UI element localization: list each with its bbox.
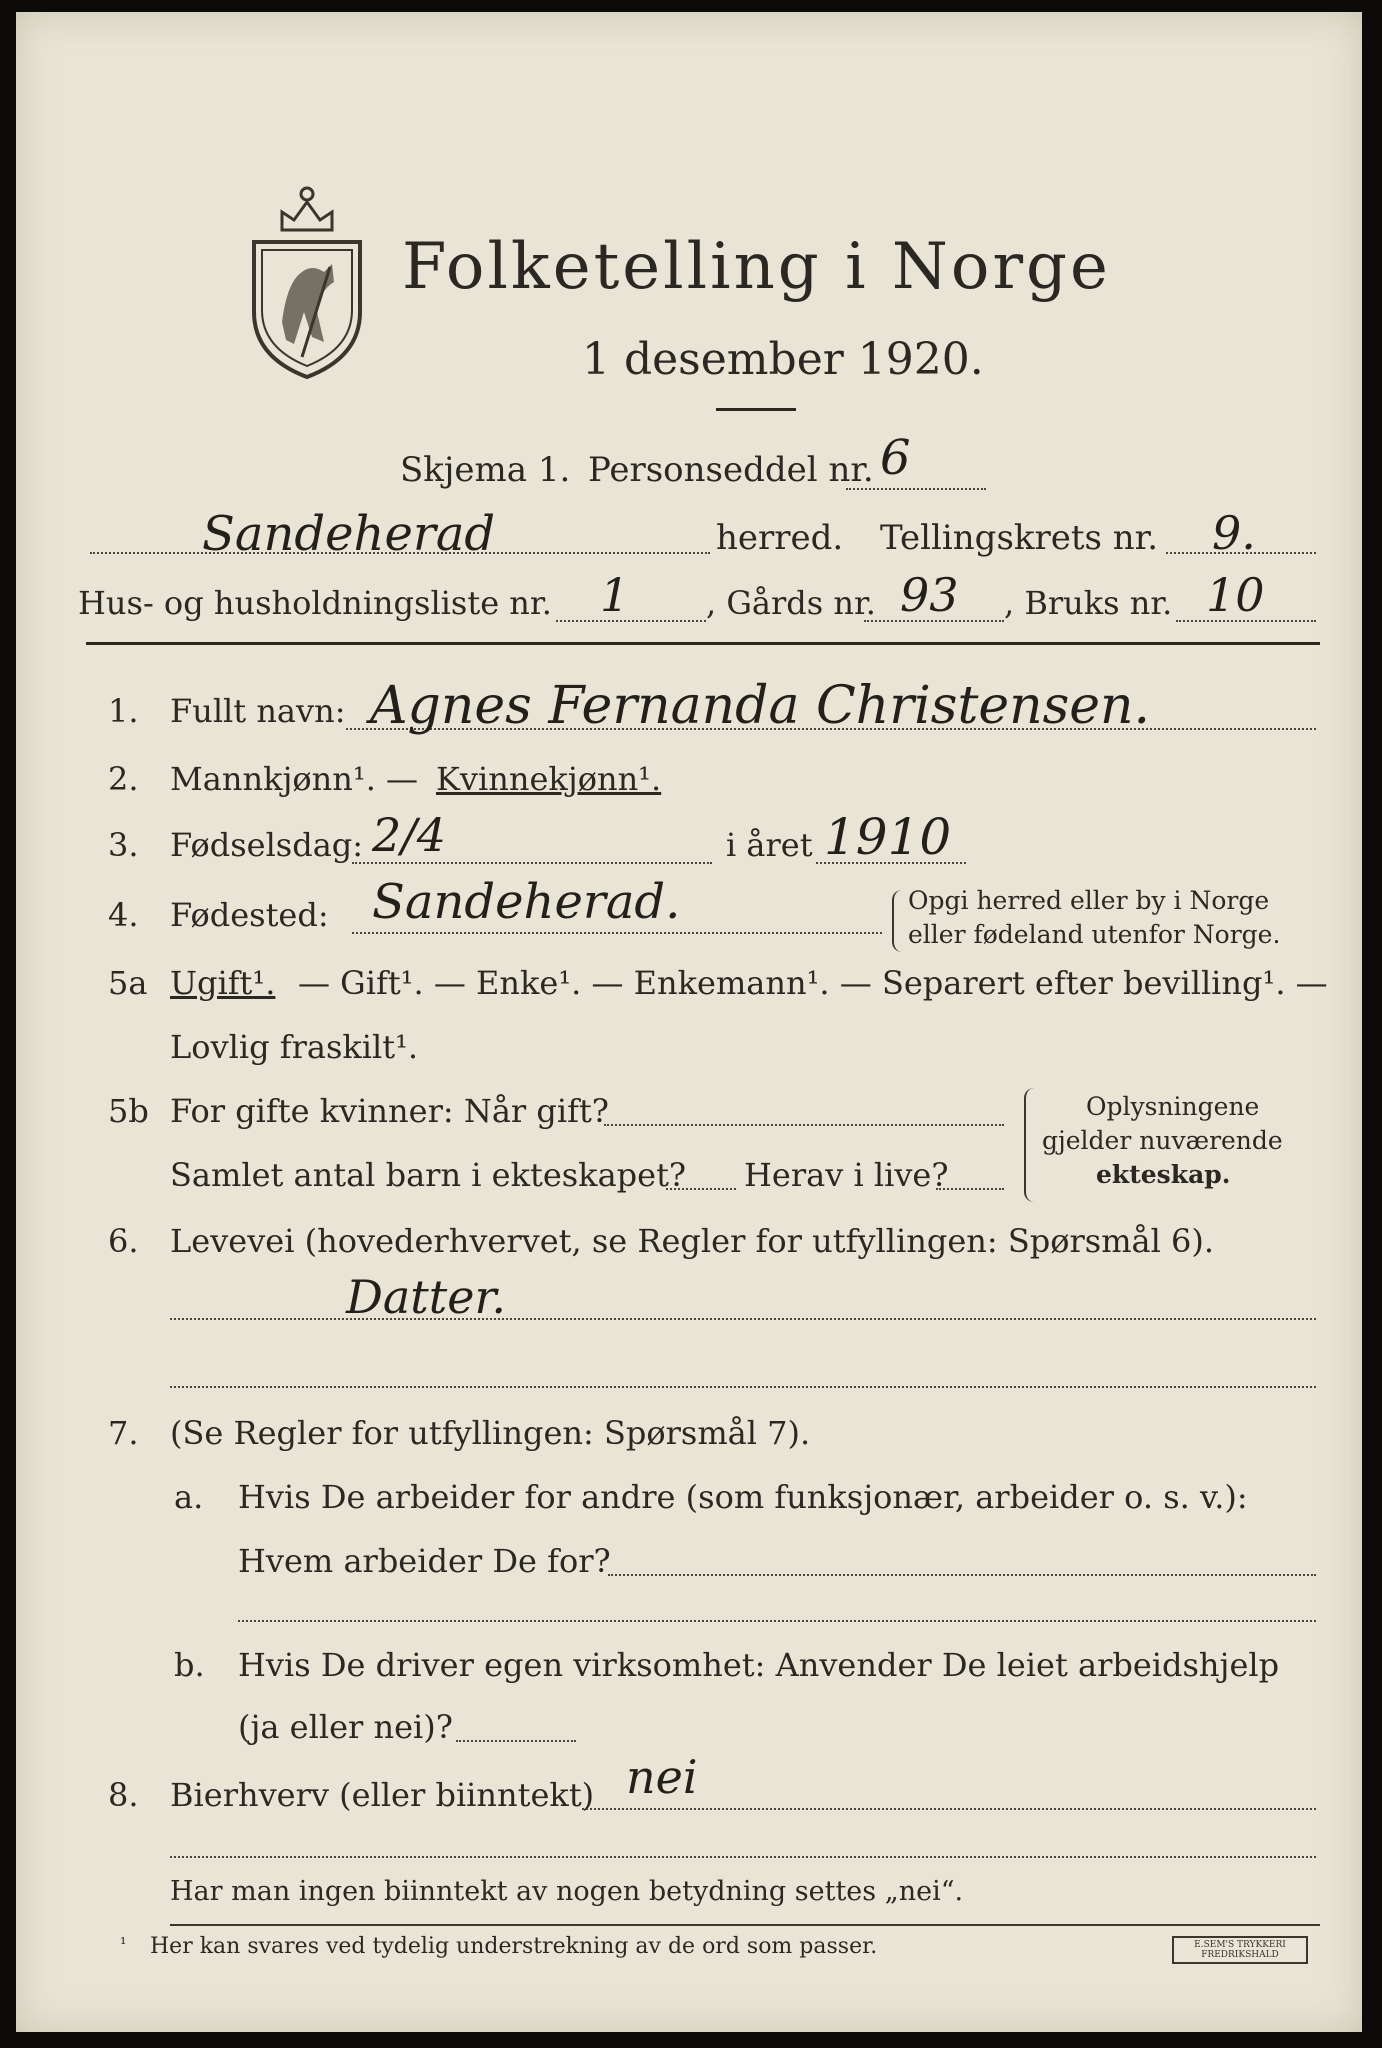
q3-number: 3. xyxy=(108,826,139,864)
q5a-number: 5a xyxy=(108,964,148,1002)
q4-note-line2: eller fødeland utenfor Norge. xyxy=(908,920,1281,949)
q5b-note-line2: gjelder nuværende xyxy=(1042,1126,1283,1155)
q7-number: 7. xyxy=(108,1414,139,1452)
personseddel-label: Personseddel nr. xyxy=(588,450,874,490)
q8-value: nei xyxy=(626,1750,698,1804)
q2-kvinne: Kvinnekjønn¹. xyxy=(436,760,662,798)
skjema-label: Skjema 1. xyxy=(400,450,571,490)
q5b-note-line3: ekteskap. xyxy=(1096,1160,1231,1189)
q3-year-value: 1910 xyxy=(824,808,952,866)
q1-value: Agnes Fernanda Christensen. xyxy=(370,676,1151,736)
q7a-line2: Hvem arbeider De for? xyxy=(238,1542,611,1580)
q7b-line1: Hvis De driver egen virksomhet: Anvender De leiet arbeidshjelp xyxy=(238,1646,1280,1684)
q8-extra-line xyxy=(170,1856,1316,1858)
q1-number: 1. xyxy=(108,692,139,730)
gards-label: , Gårds nr. xyxy=(706,584,876,622)
q5b-line2a: Samlet antal barn i ekteskapet? xyxy=(170,1156,687,1194)
q7a-extra-line xyxy=(238,1620,1316,1622)
q4-note-line1: Opgi herred eller by i Norge xyxy=(908,886,1270,915)
hus-label: Hus- og husholdningsliste nr. xyxy=(78,584,552,622)
bruks-value: 10 xyxy=(1206,568,1265,622)
tellingskrets-value: 9. xyxy=(1212,506,1256,560)
hus-value: 1 xyxy=(600,568,630,622)
q5b-brace xyxy=(1024,1088,1036,1202)
printer-stamp: E.SEM'S TRYKKERI FREDRIKSHALD xyxy=(1172,1936,1308,1964)
title-divider xyxy=(716,408,796,411)
q4-label: Fødested: xyxy=(170,896,329,934)
q3-year-label: i året xyxy=(726,826,813,864)
hus-line xyxy=(556,620,706,622)
q5a-line2: Lovlig fraskilt¹. xyxy=(170,1028,419,1066)
q4-value: Sandeherad. xyxy=(372,874,681,930)
q7a-line xyxy=(608,1574,1316,1576)
q4-brace xyxy=(892,890,902,952)
q6-number: 6. xyxy=(108,1222,139,1260)
census-date: 1 desember 1920. xyxy=(582,334,984,385)
q7-label: (Se Regler for utfyllingen: Spørsmål 7). xyxy=(170,1414,811,1452)
q7a-letter: a. xyxy=(174,1478,204,1516)
footnote-mark: ¹ xyxy=(120,1934,127,1953)
q7b-line2: (ja eller nei)? xyxy=(238,1708,453,1746)
q2-number: 2. xyxy=(108,760,139,798)
q8-label: Bierhverv (eller biinntekt) xyxy=(170,1776,595,1814)
q5b-alive-line xyxy=(936,1188,1004,1190)
tellingskrets-label: Tellingskrets nr. xyxy=(880,518,1159,558)
q4-line xyxy=(352,932,882,934)
coat-of-arms-icon xyxy=(242,172,372,382)
q7b-letter: b. xyxy=(174,1646,205,1684)
q5b-line1: For gifte kvinner: Når gift? xyxy=(170,1092,609,1130)
q7b-line xyxy=(456,1740,576,1742)
q8-line xyxy=(582,1808,1316,1810)
q4-number: 4. xyxy=(108,896,139,934)
nei-note: Har man ingen biinntekt av nogen betydning settes „nei“. xyxy=(170,1876,964,1907)
q5b-children-line xyxy=(666,1188,736,1190)
q6-line1 xyxy=(170,1318,1316,1320)
bruks-label: , Bruks nr. xyxy=(1004,584,1173,622)
q6-label: Levevei (hovederhvervet, se Regler for utfyllingen: Spørsmål 6). xyxy=(170,1222,1215,1260)
q6-line2 xyxy=(170,1386,1316,1388)
q5b-note-line1: Oplysningene xyxy=(1086,1092,1260,1121)
gards-value: 93 xyxy=(900,568,959,622)
q5b-married-line xyxy=(604,1124,1004,1126)
q3-label: Fødselsdag: xyxy=(170,826,364,864)
form-title: Folketelling i Norge xyxy=(402,230,1111,304)
q1-label: Fullt navn: xyxy=(170,692,346,730)
q5b-line2b: Herav i live? xyxy=(744,1156,949,1194)
herred-label: herred. xyxy=(716,518,844,558)
personseddel-value: 6 xyxy=(880,430,911,486)
q6-value: Datter. xyxy=(346,1270,507,1324)
census-form xyxy=(16,12,1362,2032)
header-rule xyxy=(86,642,1320,645)
q3-line xyxy=(352,862,712,864)
q8-number: 8. xyxy=(108,1776,139,1814)
q2-mann: Mannkjønn¹. — xyxy=(170,760,419,798)
q7a-line1: Hvis De arbeider for andre (som funksjonær, arbeider o. s. v.): xyxy=(238,1478,1248,1516)
footer-rule xyxy=(170,1924,1320,1926)
herred-value: Sandeherad xyxy=(202,506,496,562)
footnote-text: Her kan svares ved tydelig understrekning av de ord som passer. xyxy=(150,1934,878,1959)
q5a-options: — Gift¹. — Enke¹. — Enkemann¹. — Separert efter bevilling¹. — xyxy=(298,964,1328,1002)
personseddel-line xyxy=(846,488,986,490)
q5a-ugift: Ugift¹. xyxy=(170,964,276,1002)
q5b-number: 5b xyxy=(108,1092,149,1130)
q3-value: 2/4 xyxy=(372,808,447,862)
